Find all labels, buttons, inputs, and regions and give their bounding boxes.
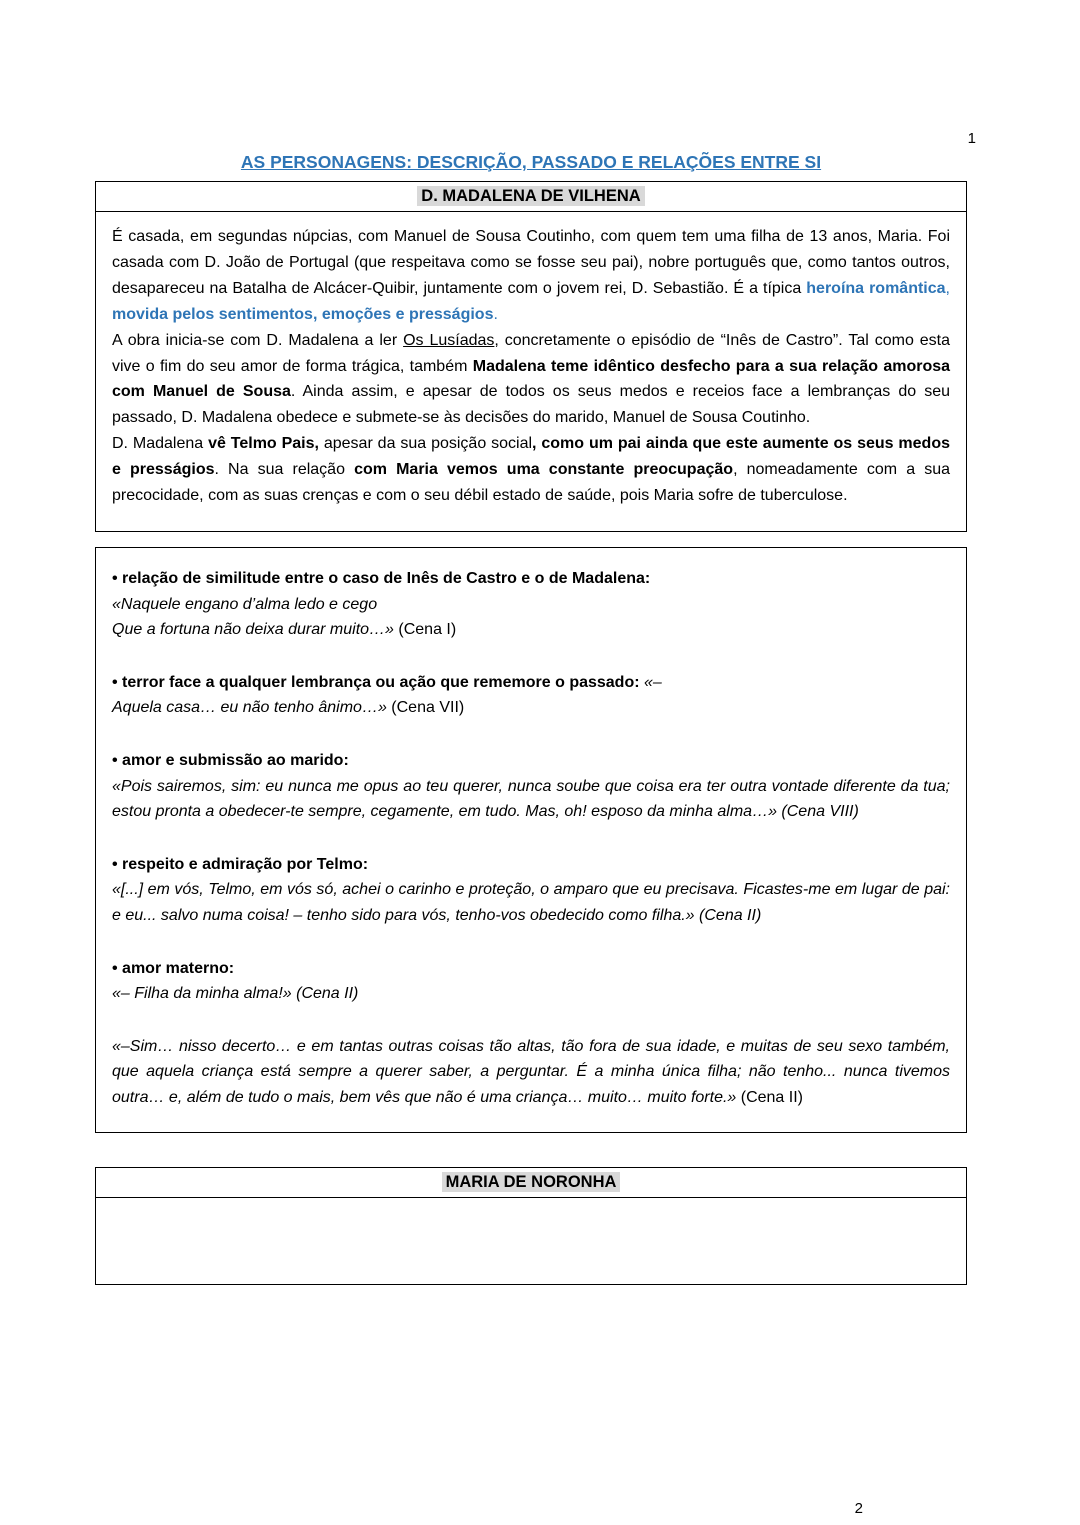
quote-item-filha-unica: «–Sim… nisso decerto… e em tantas outras coisas tão altas, tão fora de sua idade, e muitas de seu sexo também, que aquela criança está sempre a querer saber, a perguntar. É a minha única filha; não tenho... nunca tivemos outra… e, além de tudo o mais, bem vês que não é uma criança… muito… muito forte.» (Cena II)	[112, 1037, 950, 1106]
quote-item-similitude: • relação de similitude entre o caso de Inês de Castro e o de Madalena: «Naquele engano d’alma ledo e cego Que a fortuna não deixa durar muito…» (Cena I)	[112, 569, 651, 639]
section-maria-noronha	[95, 1167, 967, 1285]
quote-item-submissao: • amor e submissão ao marido: «Pois sairemos, sim: eu nunca me opus ao teu querer, nunca soube que coisa era ter outra vontade diferente da tua; estou pronta a obedecer-te sempre, cegamente, em tudo. Mas, oh! esposo da minha alma…» (Cena VIII)	[112, 751, 950, 821]
description-paragraph-2: A obra inicia-se com D. Madalena a ler Os Lusíadas, concretamente o episódio de “Inês de Castro”. Tal como esta vive o fim do seu amor de forma trágica, também Madalena teme idêntico desfecho para a sua relação amorosa com Manuel de Sousa. Ainda assim, e apesar de todos os seus medos e receios face a lembranças do seu passado, D. Madalena obedece e submete-se às decisões do marido, Manuel de Sousa Coutinho.	[112, 331, 951, 427]
quote-item-terror: • terror face a qualquer lembrança ou ação que rememore o passado: «– Aquela casa… eu não tenho ânimo…» (Cena VII)	[112, 673, 662, 717]
section-maria-noronha-header	[96, 1168, 966, 1198]
section-quotes	[95, 547, 967, 1134]
section-madalena	[95, 181, 967, 532]
section-madalena-header	[96, 182, 966, 212]
section-madalena-header-text: D. MADALENA DE VILHENA	[417, 186, 644, 206]
document-content	[95, 152, 967, 1517]
page-title: AS PERSONAGENS: DESCRIÇÃO, PASSADO E RELAÇÕES ENTRE SI	[240, 152, 822, 172]
section-maria-noronha-header-text: MARIA DE NORONHA	[442, 1172, 621, 1192]
quote-item-respeito-telmo: • respeito e admiração por Telmo: «[...] em vós, Telmo, em vós só, achei o carinho e proteção, o amparo que eu precisava. Ficastes-me em lugar de pai: e eu... salvo numa coisa! – tenho sido para vós, tenho-vos obedecido como filha.» (Cena II)	[112, 855, 950, 924]
description-paragraph-1: É casada, em segundas núpcias, com Manuel de Sousa Coutinho, com quem tem uma filha de 13 anos, Maria. Foi casada com D. João de Portugal (que respeitava como se fosse seu pai), nobre português que, como tantos outros, desapareceu na Batalha de Alcácer-Quibir, juntamente com o jovem rei, D. Sebastião. É a típica heroína romântica, movida pelos sentimentos, emoções e presságios.	[112, 228, 950, 323]
quote-item-amor-materno: • amor materno: «– Filha da minha alma!» (Cena II)	[112, 959, 359, 1003]
page-number-2: 2	[854, 1500, 863, 1517]
page-number-1: 1	[967, 130, 976, 147]
section-maria-noronha-body	[96, 1198, 966, 1284]
section-madalena-body	[96, 212, 966, 531]
description-paragraph-3: D. Madalena vê Telmo Pais, apesar da sua posição social, como um pai ainda que este aumente os seus medos e presságios. Na sua relação com Maria vemos uma constante preocupação, nomeadamente com a sua precocidade, com as suas crenças e com o seu débil estado de saúde, pois Maria sofre de tuberculose.	[112, 435, 951, 505]
